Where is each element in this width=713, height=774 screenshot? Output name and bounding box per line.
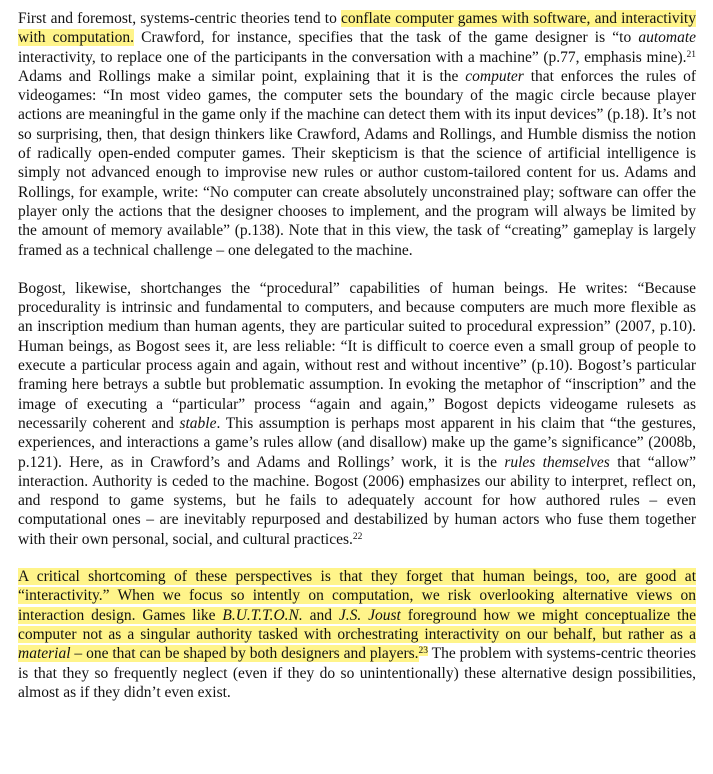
p3-emphasis-material: material xyxy=(18,645,71,663)
p1-text-3: interactivity, to replace one of the participants in the conversation with a machine” (p.77, emphasis mine). xyxy=(18,48,687,66)
p1-text-5: that enforces the rules of videogames: “In most video games, the computer sets the boundary of the magic circle because player actions are meaningful in the game only if the machine can detect them with its input devices” (p.18). It’s not so surprising, then, that design thinkers like Crawford, Adams and Rollings, and Humble dismiss the notion of radically open-ended computer games. Their skepticism is that the science of artificial intelligence is simply not advanced enough to improvise new rules or author custom-tailored content for us. Adams and Rollings, for example, write: “No computer can create absolutely unconstrained play; software can offer the player only the actions that the designer chooses to implement, and the program will always be limited by the amount of memory available” (p.138). Note that in this view, the task of “creating” gameplay is largely framed as a technical challenge – one delegated to the machine. xyxy=(18,67,697,259)
footnote-ref-22: 22 xyxy=(352,531,363,542)
p2-emphasis-stable: stable xyxy=(179,414,217,432)
p3-highlight-4: – one that can be shaped by both designers and players. xyxy=(70,645,419,663)
p3-emphasis-js-joust: J.S. Joust xyxy=(338,606,401,624)
p2-text-2: . This assumption is perhaps most apparent in his claim that “the gestures, experiences, and interactions a game’s rules allow (and disallow) make up the game’s significance” (2008b, p.121). Here, as in Crawford’s and Adams and Rollings’ work, it is the xyxy=(18,414,697,471)
p1-text-2: Crawford, for instance, specifies that the task of the game designer is “to xyxy=(134,29,639,47)
footnote-ref-23: 23 xyxy=(418,645,429,656)
paragraph-2 xyxy=(18,279,696,549)
p1-text-1: First and foremost, systems-centric theories tend to xyxy=(18,10,342,27)
p3-highlight-1: A critical shortcoming of these perspectives is that they forget that human beings, too, are good at “interactivity.” When we focus so intently on computation, we risk overlooking alternative views on interaction design. Games like xyxy=(18,568,696,624)
paragraph-1 xyxy=(18,9,696,260)
p1-highlight: conflate computer games with software, and interactivity with computation. xyxy=(18,10,696,47)
p3-highlight-3: foreground how we might conceptualize the computer not as a singular authority tasked with orchestrating interactivity on our behalf, but rather as a xyxy=(18,606,696,643)
p3-highlight-2: and xyxy=(302,606,339,624)
p3-emphasis-button: B.U.T.T.O.N. xyxy=(222,606,303,624)
p2-text-1: Bogost, likewise, shortchanges the “procedural” capabilities of human beings. He writes: “Because procedurality is intrinsic and fundamental to computers, and because computers are much more flexible as an inscription medium than human agents, they are particular suited to procedural expression” (2007, p.10). Human beings, as Bogost sees it, are less reliable: “It is difficult to coerce even a small group of people to execute a particular process again and again, without rest and without incentive” (p.10). Bogost’s particular framing here betrays a subtle but problematic assumption. In evoking the metaphor of “inscription” and the image of executing a “particular” process “again and again,” Bogost depicts videogame rulesets as necessarily coherent and xyxy=(18,279,696,432)
p1-emphasis-automate: automate xyxy=(638,29,697,47)
paragraph-3 xyxy=(18,567,696,702)
p2-emphasis-rules-themselves: rules themselves xyxy=(504,453,610,471)
document-page xyxy=(18,9,696,702)
p3-text-1: The problem with systems-centric theories is that they so frequently neglect (even if they do so unintentionally) these alternative design possibilities, almost as if they didn’t even exist. xyxy=(18,645,696,701)
p1-text-4: Adams and Rollings make a similar point, explaining that it is the xyxy=(18,67,466,85)
footnote-ref-21: 21 xyxy=(686,49,696,60)
p2-text-3: that “allow” interaction. Authority is ceded to the machine. Bogost (2006) emphasizes our ability to interpret, reflect on, and respond to game systems, but he fails to adequately account for how authored rules – even computational ones – are inevitably repurposed and destabilized by human actors who fuse them together with their own personal, social, and cultural practices. xyxy=(18,453,696,548)
p1-emphasis-computer: computer xyxy=(465,67,524,85)
